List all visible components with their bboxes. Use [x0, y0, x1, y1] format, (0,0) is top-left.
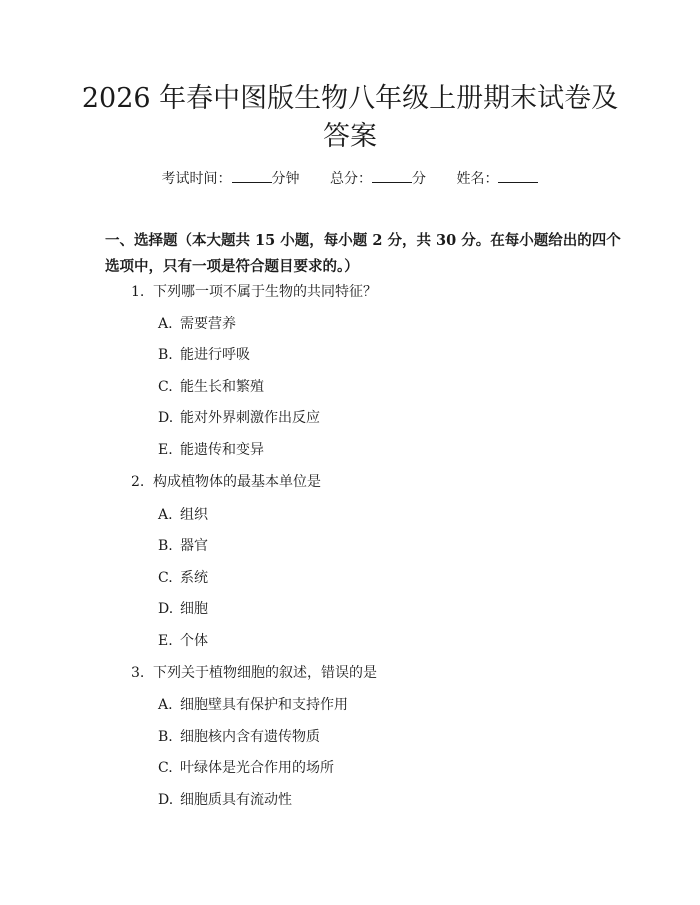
- option-letter: A.: [158, 507, 173, 523]
- question-number: 3.: [131, 665, 145, 681]
- option-text: 器官: [180, 538, 208, 554]
- question-text: 构成植物体的最基本单位是: [153, 474, 321, 490]
- question-3-option-b: [158, 727, 320, 747]
- exam-time-label: 考试时间：: [161, 171, 232, 187]
- option-letter: C.: [158, 760, 173, 776]
- option-letter: B.: [158, 729, 173, 745]
- question-2-option-c: [158, 568, 208, 588]
- option-text: 细胞壁具有保护和支持作用: [180, 697, 348, 713]
- student-name-blank: [498, 168, 538, 183]
- option-letter: E.: [158, 442, 173, 458]
- option-text: 细胞核内含有遗传物质: [180, 729, 320, 745]
- exam-time-blank: [232, 168, 272, 183]
- question-1: [131, 282, 377, 302]
- question-text: 下列哪一项不属于生物的共同特征？: [153, 284, 377, 300]
- option-letter: A.: [158, 697, 173, 713]
- question-1-option-b: [158, 345, 250, 365]
- total-score-field: [330, 171, 426, 187]
- question-3: [131, 663, 377, 683]
- option-text: 叶绿体是光合作用的场所: [180, 760, 334, 776]
- total-score-blank: [372, 168, 412, 183]
- total-score-label: 总分：: [330, 171, 372, 187]
- question-2: [131, 472, 321, 492]
- option-letter: D.: [158, 792, 174, 808]
- option-text: 个体: [180, 633, 208, 649]
- option-letter: C.: [158, 570, 173, 586]
- total-score-unit: 分: [412, 171, 426, 187]
- question-1-option-c: [158, 377, 264, 397]
- question-2-option-d: [158, 599, 208, 619]
- question-3-option-a: [158, 695, 348, 715]
- question-1-option-a: [158, 314, 236, 334]
- option-text: 组织: [180, 507, 208, 523]
- question-1-option-e: [158, 440, 264, 460]
- exam-title-line-1: 2026 年春中图版生物八年级上册期末试卷及: [81, 83, 619, 114]
- question-2-option-a: [158, 505, 208, 525]
- question-number: 2.: [131, 474, 145, 490]
- option-text: 能对外界刺激作出反应: [180, 410, 320, 426]
- option-letter: E.: [158, 633, 173, 649]
- exam-time-unit: 分钟: [271, 171, 300, 187]
- question-2-option-e: [158, 631, 208, 651]
- exam-time-field: [162, 171, 300, 187]
- question-1-option-d: [158, 408, 320, 428]
- option-text: 系统: [180, 570, 208, 586]
- question-text: 下列关于植物细胞的叙述，错误的是: [153, 665, 377, 681]
- option-text: 细胞质具有流动性: [180, 792, 292, 808]
- question-2-option-b: [158, 536, 208, 556]
- option-text: 能生长和繁殖: [180, 379, 264, 395]
- question-3-option-d: [158, 790, 292, 810]
- student-name-label: 姓名：: [456, 171, 499, 187]
- option-letter: B.: [158, 347, 173, 363]
- option-letter: D.: [158, 410, 174, 426]
- option-letter: D.: [158, 601, 174, 617]
- option-text: 能进行呼吸: [180, 347, 250, 363]
- option-text: 需要营养: [180, 316, 236, 332]
- option-text: 细胞: [180, 601, 208, 617]
- section-heading-choice: 一、选择题（本大题共 15 小题，每小题 2 分，共 30 分。在每小题给出的四个选项中，只有一项是符合题目要求的。）: [105, 232, 621, 275]
- question-number: 1.: [131, 284, 145, 300]
- exam-info-row: [0, 168, 700, 189]
- option-letter: A.: [158, 316, 173, 332]
- option-letter: C.: [158, 379, 173, 395]
- exam-title-line-2: 答案: [323, 121, 377, 152]
- option-text: 能遗传和变异: [180, 442, 264, 458]
- student-name-field: [456, 171, 538, 187]
- question-3-option-c: [158, 758, 334, 778]
- option-letter: B.: [158, 538, 173, 554]
